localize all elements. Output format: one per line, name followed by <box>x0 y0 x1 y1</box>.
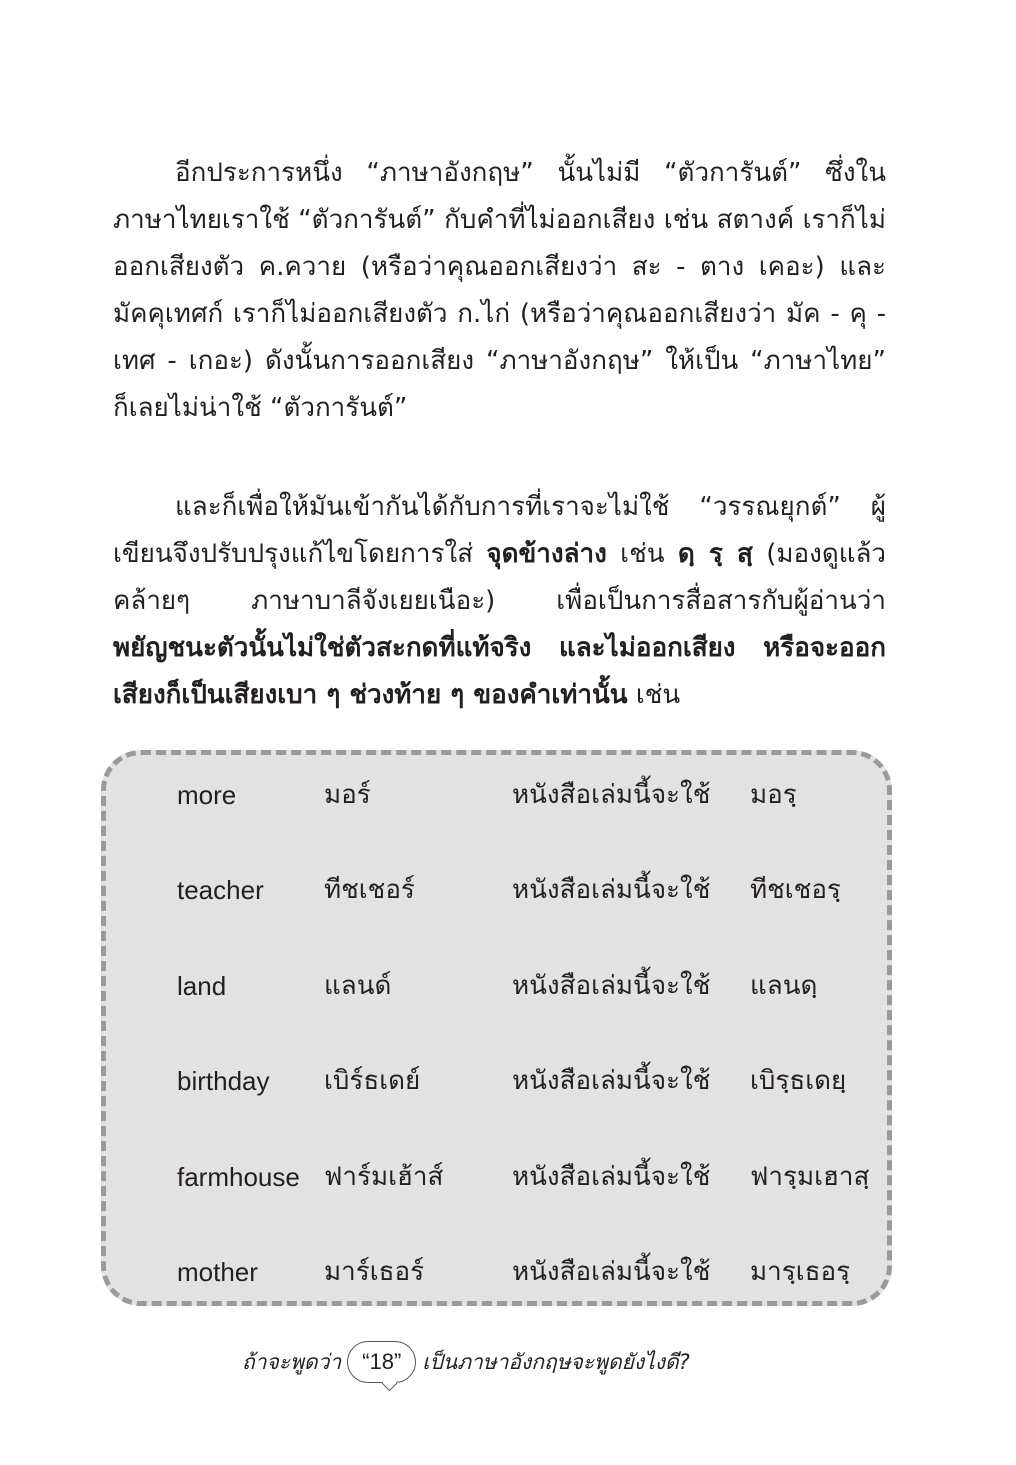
note-text: หนังสือเล่มนี้จะใช้ <box>512 1066 711 1096</box>
thai-transliteration: มาร์เธอร์ <box>324 1257 425 1287</box>
book-form: มารฺเธอรฺ <box>750 1257 851 1287</box>
thai-transliteration: ทีชเชอร์ <box>324 875 415 905</box>
english-word: birthday <box>177 1066 270 1096</box>
paragraph-2-part-1: และก็เพื่อให้มันเข้ากันได้กับการที่เราจะไม่ใช้ “วรรณยุกต์” ผู้เขียนจึงปรับปรุงแก้ไขโดยการใส่ <box>113 492 886 569</box>
bold-explanation: พยัญชนะตัวนั้นไม่ใช่ตัวสะกดที่แท้จริง และไม่ออกเสียง หรือจะออกเสียงก็เป็นเสียงเบา ๆ ช่วงท้าย ๆ ของคำเท่านั้น <box>113 633 886 710</box>
book-form: แลนดฺ <box>750 971 818 1001</box>
bubble-number: “18” <box>362 1349 402 1374</box>
english-word: farmhouse <box>177 1162 300 1192</box>
footer-right-text: เป็นภาษาอังกฤษจะพูดยังไงดี? <box>422 1350 690 1374</box>
english-word: teacher <box>177 875 264 905</box>
paragraph-2-part-3: (มองดูแล้วคล้ายๆ ภาษาบาลีจังเยยเนือะ) เพื่อเป็นการสื่อสารกับผู้อ่านว่า <box>113 539 886 616</box>
book-form: ทีชเชอรฺ <box>750 875 841 905</box>
speech-bubble <box>347 1341 416 1383</box>
paragraph-1-text: อีกประการหนึ่ง “ภาษาอังกฤษ” นั้นไม่มี “ตัวการันต์” ซึ่งในภาษาไทยเราใช้ “ตัวการันต์” กับคำที่ไม่ออกเสียง เช่น สตางค์ เราก็ไม่ออกเสียงตัว ค.ควาย (หรือว่าคุณออกเสียงว่า สะ - ตาง เคอะ) และ มัคคุเทศก์ เราก็ไม่ออกเสียงตัว ก.ไก่ (หรือว่าคุณออกเสียงว่า มัค - คุ - เทศ - เกอะ) ดังนั้นการออกเสียง “ภาษาอังกฤษ” ให้เป็น “ภาษาไทย” ก็เลยไม่น่าใช้ “ตัวการันต์” <box>113 158 886 423</box>
paragraph-underdot <box>113 484 886 719</box>
thai-transliteration: มอร์ <box>324 780 371 810</box>
example-row <box>106 1147 887 1207</box>
example-row <box>106 1051 887 1111</box>
english-word: land <box>177 971 227 1001</box>
note-text: หนังสือเล่มนี้จะใช้ <box>512 780 711 810</box>
thai-transliteration: เบิร์ธเดย์ <box>324 1066 421 1096</box>
note-text: หนังสือเล่มนี้จะใช้ <box>512 1162 711 1192</box>
note-text: หนังสือเล่มนี้จะใช้ <box>512 875 711 905</box>
paragraph-garan <box>113 150 886 432</box>
example-row <box>106 956 887 1016</box>
bold-example-letters: ดฺ รฺ สฺ <box>677 539 753 569</box>
english-word: more <box>177 780 237 810</box>
book-form: มอรฺ <box>750 780 797 810</box>
examples-box <box>101 750 892 1306</box>
note-text: หนังสือเล่มนี้จะใช้ <box>512 971 711 1001</box>
bubble-tail-icon <box>382 1376 398 1392</box>
book-form: เบิรฺธเดยฺ <box>750 1066 847 1096</box>
english-word: mother <box>177 1257 258 1287</box>
footer-left-text: ถ้าจะพูดว่า <box>242 1350 342 1374</box>
example-row <box>106 765 887 825</box>
thai-transliteration: ฟาร์มเฮ้าส์ <box>324 1162 444 1192</box>
thai-transliteration: แลนด์ <box>324 971 392 1001</box>
note-text: หนังสือเล่มนี้จะใช้ <box>512 1257 711 1287</box>
example-row <box>106 1242 887 1302</box>
footer-question <box>242 1336 802 1386</box>
paragraph-2-part-2: เช่น <box>606 539 678 569</box>
paragraph-2-part-4: เช่น <box>627 680 681 710</box>
bold-phrase-underdot: จุดข้างล่าง <box>486 539 607 569</box>
book-form: ฟารฺมเฮาสฺ <box>750 1162 870 1192</box>
example-row <box>106 860 887 920</box>
